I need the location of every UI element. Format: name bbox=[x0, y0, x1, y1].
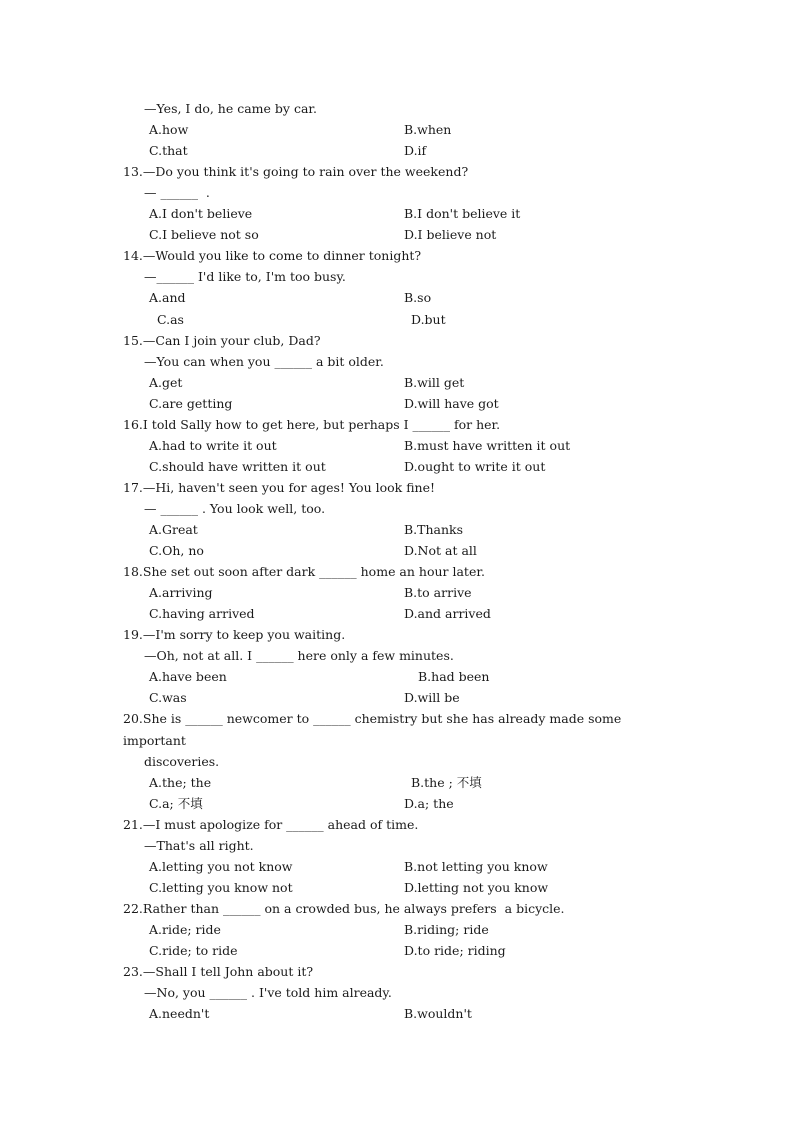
question-13-stem: 13.—Do you think it's going to rain over the weekend? bbox=[123, 164, 469, 179]
option-d: D.I believe not bbox=[404, 227, 497, 242]
option-c: C.are getting bbox=[149, 396, 233, 411]
option-d: D.ought to write it out bbox=[404, 459, 546, 474]
option-d: D.Not at all bbox=[404, 543, 477, 558]
question-15-reply: —You can when you ______ a bit older. bbox=[144, 354, 384, 369]
option-c: C.having arrived bbox=[149, 606, 255, 621]
option-c: C.should have written it out bbox=[149, 459, 326, 474]
option-c: C.as bbox=[157, 312, 184, 327]
question-17-stem: 17.—Hi, haven't seen you for ages! You look fine! bbox=[123, 480, 435, 495]
question-21-stem: 21.—I must apologize for ______ ahead of time. bbox=[123, 817, 419, 832]
option-b: B.not letting you know bbox=[404, 859, 548, 874]
option-b: B.I don't believe it bbox=[404, 206, 521, 221]
option-a: A.and bbox=[149, 290, 186, 305]
question-19-reply: —Oh, not at all. I ______ here only a few minutes. bbox=[144, 648, 454, 663]
option-b: B.had been bbox=[418, 669, 490, 684]
option-b: B.so bbox=[404, 290, 432, 305]
question-14-stem: 14.—Would you like to come to dinner tonight? bbox=[123, 248, 422, 263]
option-a: A.ride; ride bbox=[149, 922, 221, 937]
option-c: C.Oh, no bbox=[149, 543, 204, 558]
option-b: B.the ; 不填 bbox=[411, 775, 482, 790]
option-c: C.that bbox=[149, 143, 188, 158]
option-d: D.to ride; riding bbox=[404, 943, 506, 958]
question-13-reply: — ______ . bbox=[144, 185, 210, 200]
question-19-stem: 19.—I'm sorry to keep you waiting. bbox=[123, 627, 346, 642]
question-23-stem: 23.—Shall I tell John about it? bbox=[123, 964, 314, 979]
option-d: D.will be bbox=[404, 690, 460, 705]
option-d: D.and arrived bbox=[404, 606, 491, 621]
option-c: C.a; 不填 bbox=[149, 796, 203, 811]
option-d: D.a; the bbox=[404, 796, 454, 811]
option-a: A.have been bbox=[149, 669, 227, 684]
question-15-stem: 15.—Can I join your club, Dad? bbox=[123, 333, 321, 348]
option-d: D.letting not you know bbox=[404, 880, 549, 895]
option-a: A.arriving bbox=[149, 585, 213, 600]
option-b: B.to arrive bbox=[404, 585, 472, 600]
question-23-reply: —No, you ______ . I've told him already. bbox=[144, 985, 392, 1000]
option-c: C.letting you know not bbox=[149, 880, 293, 895]
option-a: A.Great bbox=[149, 522, 198, 537]
question-16-stem: 16.I told Sally how to get here, but perhaps I ______ for her. bbox=[123, 417, 501, 432]
option-b: B.riding; ride bbox=[404, 922, 489, 937]
option-b: B.when bbox=[404, 122, 452, 137]
question-20-stem-continued: discoveries. bbox=[144, 754, 220, 769]
option-a: A.needn't bbox=[149, 1006, 210, 1021]
option-b: B.wouldn't bbox=[404, 1006, 472, 1021]
option-a: A.had to write it out bbox=[149, 438, 277, 453]
option-a: A.get bbox=[149, 375, 183, 390]
question-12-answer-text: —Yes, I do, he came by car. bbox=[144, 101, 317, 116]
question-18-stem: 18.She set out soon after dark ______ home an hour later. bbox=[123, 564, 485, 579]
question-17-reply: — ______ . You look well, too. bbox=[144, 501, 326, 516]
question-21-reply: —That's all right. bbox=[144, 838, 254, 853]
question-20-stem: 20.She is ______ newcomer to ______ chemistry but she has already made some bbox=[123, 711, 622, 726]
question-22-stem: 22.Rather than ______ on a crowded bus, he always prefers a bicycle. bbox=[123, 901, 565, 916]
option-d: D.will have got bbox=[404, 396, 499, 411]
option-d: D.if bbox=[404, 143, 427, 158]
question-14-reply: —______ I'd like to, I'm too busy. bbox=[144, 269, 346, 284]
option-c: C.ride; to ride bbox=[149, 943, 238, 958]
option-b: B.must have written it out bbox=[404, 438, 571, 453]
option-b: B.Thanks bbox=[404, 522, 464, 537]
option-b: B.will get bbox=[404, 375, 465, 390]
option-c: C.I believe not so bbox=[149, 227, 259, 242]
option-a: A.how bbox=[149, 122, 189, 137]
option-a: A.letting you not know bbox=[149, 859, 293, 874]
option-d: D.but bbox=[411, 312, 446, 327]
option-c: C.was bbox=[149, 690, 187, 705]
question-20-stem-continued: important bbox=[123, 733, 186, 748]
option-a: A.I don't believe bbox=[149, 206, 253, 221]
option-a: A.the; the bbox=[149, 775, 212, 790]
